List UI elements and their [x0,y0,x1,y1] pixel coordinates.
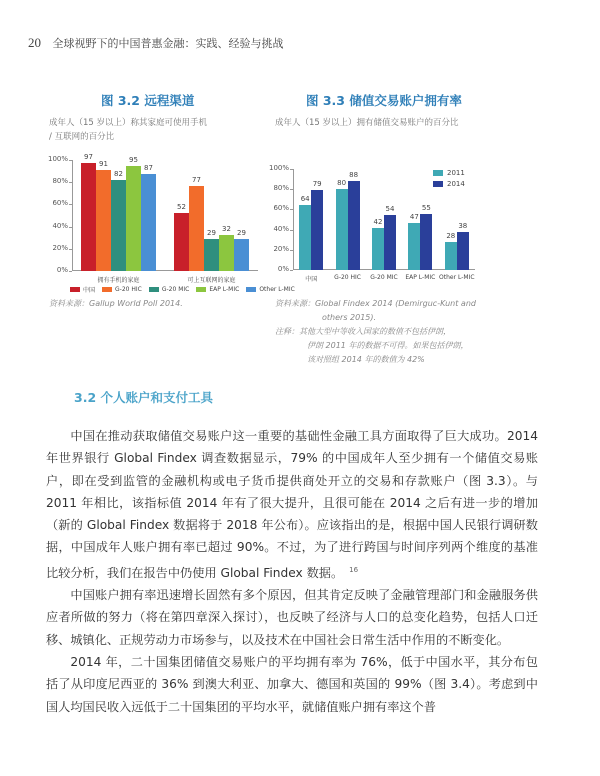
bar [420,214,432,270]
x-category-label: EAP L-MIC [405,274,436,281]
y-tick-label: 60% [273,204,289,213]
bar [384,215,396,270]
bar-value-label: 29 [207,228,216,237]
figure-3-2-title: 图 3.2 远程渠道 [101,93,195,108]
x-category-label: 中国 [305,276,318,283]
legend-label: EAP L-MIC [209,286,240,293]
figure-3-2-subtitle-line1: 成年人（15 岁以上）称其家庭可使用手机 [49,118,208,128]
paragraph-2: 中国账户拥有率迅速增长固然有多个原因，但其肯定反映了金融管理部门和金融服务供应者所做的努力（将在第四章深入探讨），也反映了经济与人口的总变化趋势，包括人口迁移、城镇化、正规劳动力市场参与，以及技术在中国社会日常生活中作用的不断变化。 [46,588,538,647]
bar [96,170,111,271]
figure-3-2-source: 资料来源：Gallup World Poll 2014. [49,299,183,308]
bar [445,242,457,270]
legend-item [149,285,190,294]
legend-label: Other L-MIC [259,286,295,293]
figure-3-3-subtitle: 成年人（15 岁以上）拥有储值交易账户的百分比 [275,118,459,128]
bar-value-label: 87 [144,164,153,173]
running-header [28,35,284,51]
y-tick-mark [290,189,293,190]
legend-item [70,285,95,294]
figure-3-2-subtitle [49,116,207,144]
bar-value-label: 32 [222,225,231,234]
y-tick-mark [290,169,293,170]
legend-swatch [246,287,256,292]
footnote-ref[interactable]: 16 [349,565,359,574]
paragraph-1-text: 中国在推动获取储值交易账户这一重要的基础性金融工具方面取得了巨大成功。2014 年世界银行 Global Findex 调查数据显示，79% 的中国成年人至少拥有一个储值交易账户，即在受到监管的金融机构或电子货币提供商处开立的交易和存款账户（图 3.3）。与 2011 年相比，该指标值 2014 年有了很大提升，且很可能在 2014 之后有进一步的增加（新的 Global Findex 数据将于 2018 年公布）。应该指出的是，根据中国人民银行调研数据，中国成年人账户拥有率已超过 90%。不过，为了进行跨国与时间序列两个维度的基准比较分析，我们在报告中仍使用 Global Findex 数据。 [46,429,538,580]
bar-value-label: 55 [421,204,431,213]
figure-3-3-note-line1: 注释：其他大型中等收入国家的数值不包括伊朗， [275,327,451,336]
bar [311,190,323,270]
y-tick-label: 80% [273,184,289,193]
bar [126,166,141,271]
legend-item [102,285,142,294]
y-tick-mark [69,182,72,183]
y-tick-label: 0% [56,266,68,274]
legend-label: 中国 [83,287,96,294]
y-axis [72,160,73,271]
bar-value-label: 79 [312,180,322,189]
y-tick-mark [69,204,72,205]
y-tick-label: 100% [268,164,289,172]
y-tick-mark [290,230,293,231]
bar [141,174,156,271]
bar [174,213,189,271]
x-category-label: 可上互联网的家庭 [187,277,236,284]
y-tick-mark [290,209,293,210]
y-tick-mark [290,250,293,251]
figure-3-2-subtitle-line2: / 互联网的百分比 [49,132,115,142]
section-heading: 3.2 个人账户和支付工具 [74,390,213,405]
bar-value-label: 95 [129,155,138,164]
y-tick-label: 40% [52,221,68,230]
bar-value-label: 29 [237,228,246,237]
bar [372,228,384,270]
paragraph-1 [46,425,538,584]
figure-3-2-legend [70,285,295,294]
bar [204,239,219,271]
x-category-label: G-20 MIC [370,274,398,281]
bar [299,205,311,270]
bar-value-label: 91 [99,160,108,168]
legend-item [246,285,294,294]
bar-value-label: 54 [385,205,395,214]
bar-value-label: 47 [409,212,419,221]
y-tick-mark [69,160,72,161]
figure-3-3-note-line3: 该对照组 2014 年的数值为 42% [307,355,425,364]
bar [111,180,126,271]
legend-item [433,167,465,178]
bar-value-label: 28 [446,231,456,240]
x-category-label: 拥有手机的家庭 [97,277,140,284]
bar-value-label: 88 [349,171,359,180]
bar-value-label: 82 [114,169,123,178]
y-tick-label: 60% [52,199,68,208]
bar-value-label: 77 [192,175,201,184]
bar [336,189,348,270]
legend-label: G-20 MIC [161,286,190,293]
figure-3-3-source [275,297,476,367]
legend-item [196,285,239,294]
y-tick-label: 20% [273,244,289,253]
bar-value-label: 80 [337,179,347,188]
legend-swatch [196,287,206,292]
y-axis [293,169,294,270]
x-category-label: Other L-MIC [439,274,475,281]
bar [457,232,469,270]
figure-3-2-chart [47,153,258,284]
y-tick-label: 100% [47,155,68,163]
running-title: 全球视野下的中国普惠金融：实践、经验与挑战 [52,37,284,50]
figure-3-3-title: 图 3.3 储值交易账户拥有率 [306,93,462,108]
bar-value-label: 97 [84,153,93,162]
legend-swatch [102,287,112,292]
figure-3-3-source-line1: 资料来源：Global Findex 2014 (Demirguc-Kunt and [275,299,476,308]
bar-value-label: 42 [373,217,383,226]
bar [81,163,96,271]
y-tick-label: 40% [273,224,289,233]
y-tick-mark [290,270,293,271]
y-tick-label: 80% [52,177,68,186]
bar-value-label: 64 [300,195,310,204]
figure-3-3-source-line2: others 2015). [322,313,377,322]
legend-item [433,178,465,189]
figure-3-3-note-line2: 伊朗 2011 年的数据不可得。如果包括伊朗， [307,341,469,350]
bar [234,239,249,271]
y-tick-mark [69,249,72,250]
legend-label: 2011 [447,168,465,177]
body-text [46,425,538,718]
legend-label: G-20 HIC [115,286,142,293]
bar [348,181,360,270]
y-tick-mark [69,227,72,228]
legend-swatch [433,181,443,187]
y-tick-label: 0% [277,265,289,273]
bar [408,223,420,270]
figure-3-3-legend [433,167,465,189]
legend-swatch [433,170,443,176]
bar-value-label: 38 [458,221,468,230]
bar [219,235,234,271]
legend-swatch [149,287,159,292]
x-category-label: G-20 HIC [334,274,361,281]
bar-value-label: 52 [177,203,186,212]
y-tick-mark [69,271,72,272]
y-tick-label: 20% [52,243,68,252]
legend-swatch [70,287,80,292]
page-number: 20 [28,35,41,50]
legend-label: 2014 [447,179,465,188]
paragraph-3: 2014 年，二十国集团储值交易账户的平均拥有率为 76%，低于中国水平，其分布包括了从印度尼西亚的 36% 到澳大利亚、加拿大、德国和英国的 99%（图 3.4）。考虑到中国人均国民收入远低于二十国集团的平均水平，就储值账户拥有率这个普 [46,655,538,714]
